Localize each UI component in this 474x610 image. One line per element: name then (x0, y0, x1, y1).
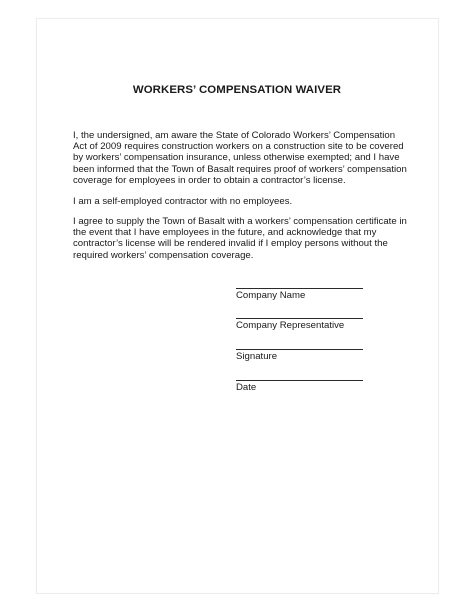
signature-label: Signature (236, 351, 278, 362)
paragraph-acknowledgement: I, the undersigned, am aware the State of Colorado Workers’ Compensation Act of 2009 requires construction workers on a construction site to be covered by workers’ compensation insurance, unless otherwise exempted; and I have been informed that the Town of Basalt requires proof of workers’ compensation coverage for employees in order to obtain a contractor’s license. (73, 130, 407, 186)
document-title: WORKERS’ COMPENSATION WAIVER (132, 84, 342, 96)
signature-block-signature[interactable] (236, 349, 363, 362)
signature-block-company-name[interactable] (236, 288, 363, 301)
page-border (36, 18, 439, 594)
paragraph-agreement: I agree to supply the Town of Basalt with a workers’ compensation certificate in the event that I have employees in the future, and acknowledge that my contractor’s license will be rendered invalid if I employ persons without the required workers’ compensation coverage. (73, 216, 407, 261)
company-name-label: Company Name (236, 290, 306, 301)
signature-block-company-representative[interactable] (236, 318, 363, 331)
date-label: Date (236, 382, 257, 393)
date-line[interactable] (236, 380, 363, 381)
company-name-line[interactable] (236, 288, 363, 289)
signature-block-date[interactable] (236, 380, 363, 393)
company-representative-label: Company Representative (236, 320, 345, 331)
company-representative-line[interactable] (236, 318, 363, 319)
signature-line[interactable] (236, 349, 363, 350)
paragraph-self-employed: I am a self-employed contractor with no employees. (73, 196, 293, 207)
